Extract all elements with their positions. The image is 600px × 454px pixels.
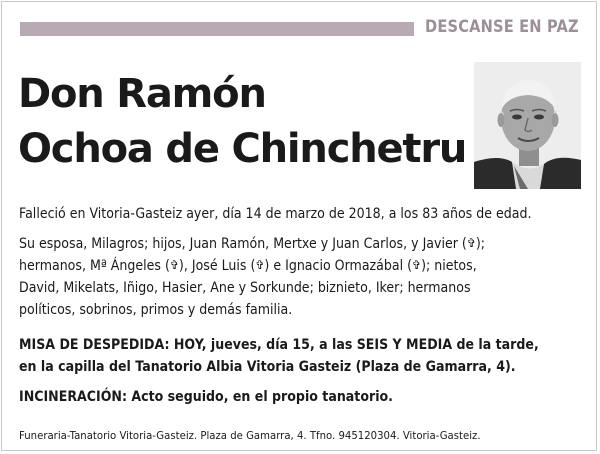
funeral-mass-line-2: en la capilla del Tanatorio Albia Vitoria Gasteiz (Plaza de Gamarra, 4). (19, 359, 516, 375)
section-label: DESCANSE EN PAZ (425, 17, 579, 37)
portrait-photo-icon (474, 62, 581, 189)
cross-icon: ✞ (412, 258, 422, 272)
funeral-mass-line-1: MISA DE DESPEDIDA: HOY, jueves, día 15, a las SEIS Y MEDIA de la tarde, (19, 337, 539, 353)
family-line-3: David, Mikelats, Iñigo, Hasier, Ane y Sorkunde; biznieto, Iker; hermanos (19, 280, 471, 296)
cremation-notice (19, 386, 528, 408)
deceased-name-line-2: Ochoa de Chinchetru (18, 126, 467, 172)
family-list (19, 233, 528, 321)
funeral-home-footer: Funeraria-Tanatorio Vitoria-Gasteiz. Plaza de Gamarra, 4. Tfno. 945120304. Vitoria-Gasteiz. (19, 429, 481, 442)
cremation-text: INCINERACIÓN: Acto seguido, en el propio tanatorio. (19, 389, 393, 405)
header-accent-bar (20, 22, 414, 36)
deceased-portrait-photo (474, 62, 581, 189)
death-notice (19, 203, 532, 225)
death-notice-text: Falleció en Vitoria-Gasteiz ayer, día 14 de marzo de 2018, a los 83 años de edad. (19, 206, 532, 222)
family-line-1: Su esposa, Milagros; hijos, Juan Ramón, Mertxe y Juan Carlos, y Javier (✞); (19, 236, 486, 252)
family-line-4: políticos, sobrinos, primos y demás familia. (19, 302, 293, 318)
cross-icon: ✞ (255, 258, 265, 272)
cross-icon: ✞ (169, 258, 179, 272)
family-line-2: hermanos, Mª Ángeles (✞), José Luis (✞) e Ignacio Ormazábal (✞); nietos, (19, 258, 477, 274)
funeral-mass-notice (19, 334, 539, 378)
deceased-name-line-1: Don Ramón (18, 71, 266, 117)
cross-icon: ✞ (466, 236, 476, 250)
